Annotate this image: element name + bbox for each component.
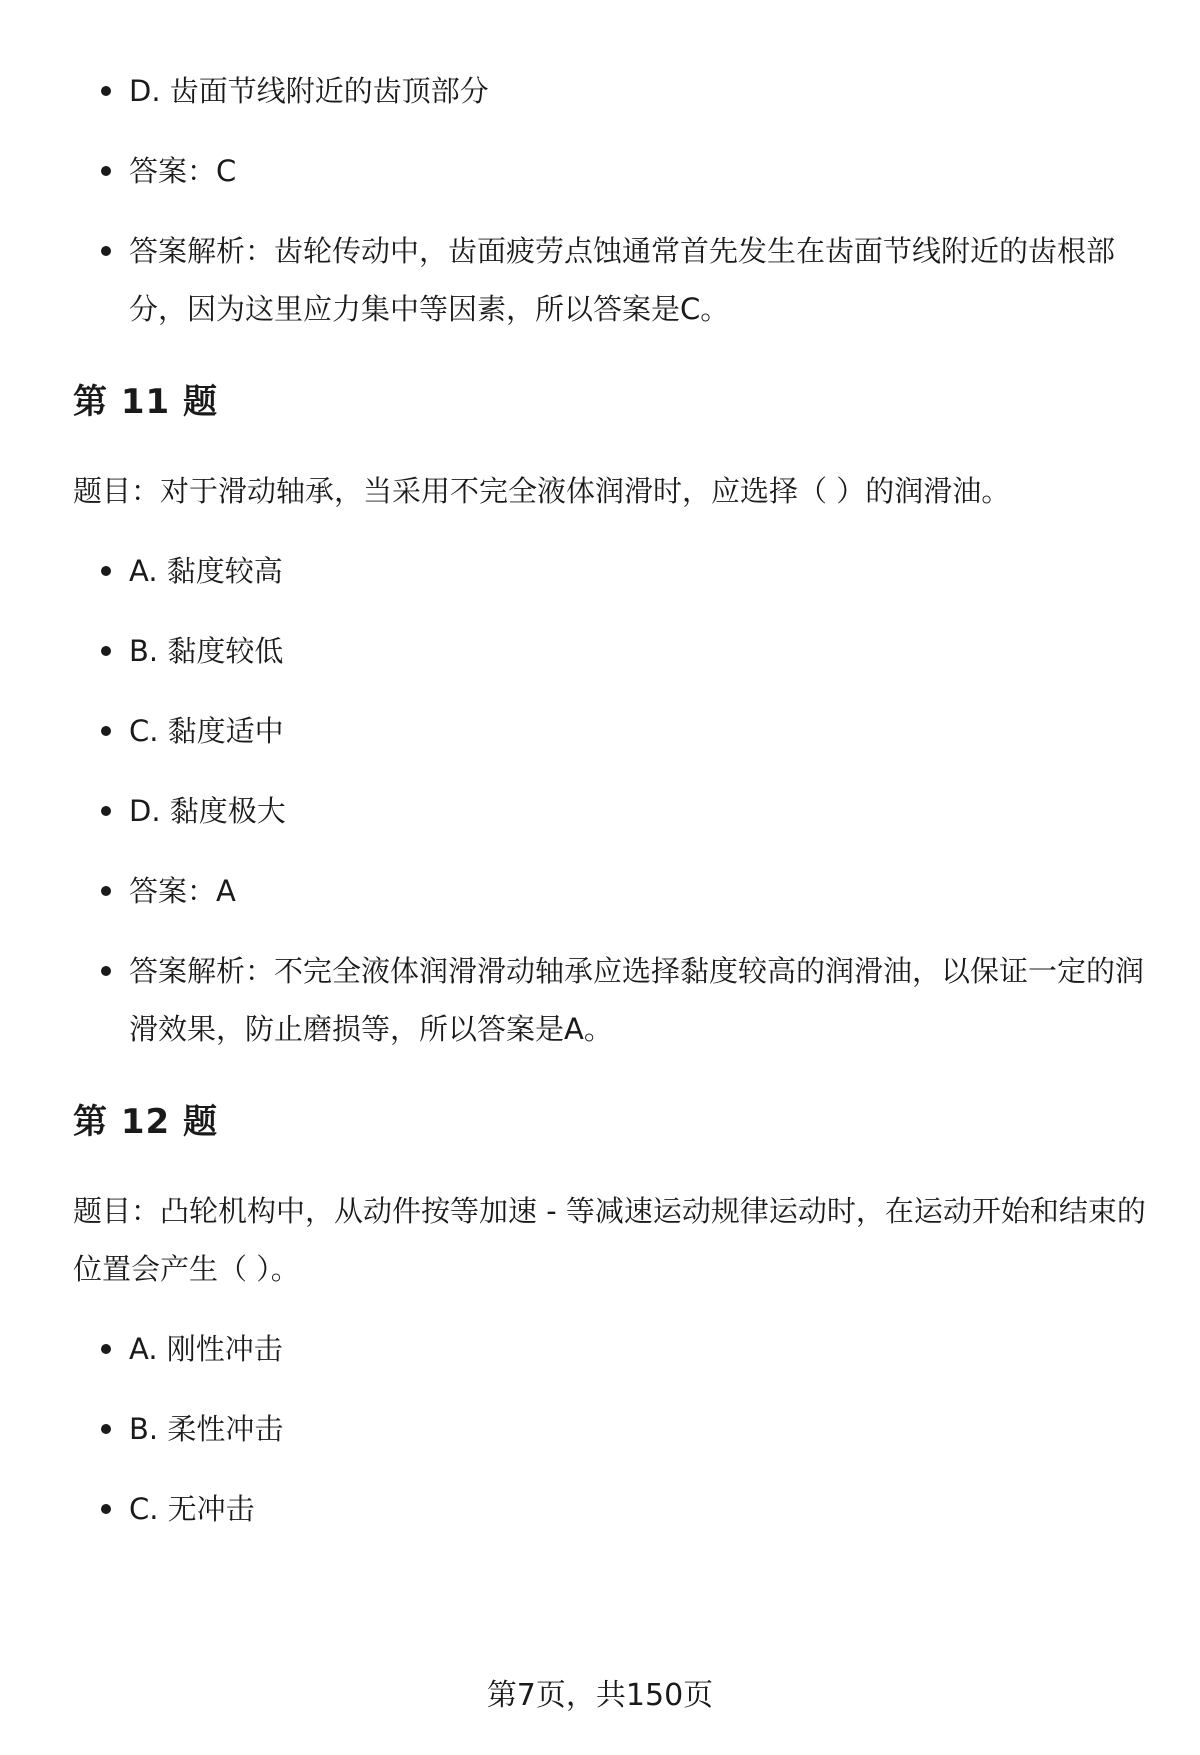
bullet-icon — [101, 966, 111, 976]
option-a: A. 黏度较高 — [73, 542, 1163, 600]
bullet-icon — [101, 1344, 111, 1354]
explanation-item: 答案解析：不完全液体润滑滑动轴承应选择黏度较高的润滑油，以保证一定的润滑效果，防止磨损等，所以答案是A。 — [73, 942, 1163, 1058]
option-b: B. 黏度较低 — [73, 622, 1163, 680]
prev-question-list — [73, 62, 1163, 338]
question-11-heading: 第 11 题 — [73, 382, 218, 422]
question-12-heading: 第 12 题 — [73, 1102, 218, 1142]
question-12-options — [73, 1320, 1163, 1538]
bullet-icon — [101, 246, 111, 256]
question-12-stem: 题目：凸轮机构中，从动件按等加速 - 等减速运动规律运动时，在运动开始和结束的位置会产生（ ）。 — [73, 1194, 1146, 1286]
question-11-options — [73, 542, 1163, 1058]
bullet-icon — [101, 726, 111, 736]
page-number-footer: 第7页，共150页 — [486, 1678, 714, 1713]
bullet-icon — [101, 1504, 111, 1514]
question-11-stem: 题目：对于滑动轴承，当采用不完全液体润滑时，应选择（ ）的润滑油。 — [73, 474, 1011, 508]
option-c: C. 无冲击 — [73, 1480, 1163, 1538]
option-b: B. 柔性冲击 — [73, 1400, 1163, 1458]
bullet-icon — [101, 166, 111, 176]
bullet-icon — [101, 566, 111, 576]
document-page — [73, 0, 1163, 1538]
list-item: D. 齿面节线附近的齿顶部分 — [73, 62, 1163, 120]
option-c: C. 黏度适中 — [73, 702, 1163, 760]
option-a: A. 刚性冲击 — [73, 1320, 1163, 1378]
bullet-icon — [101, 86, 111, 96]
answer-item: 答案：A — [73, 862, 1163, 920]
explanation-item: 答案解析：齿轮传动中，齿面疲劳点蚀通常首先发生在齿面节线附近的齿根部分，因为这里应力集中等因素，所以答案是C。 — [73, 222, 1163, 338]
option-d: D. 黏度极大 — [73, 782, 1163, 840]
bullet-icon — [101, 806, 111, 816]
bullet-icon — [101, 886, 111, 896]
answer-item: 答案：C — [73, 142, 1163, 200]
bullet-icon — [101, 646, 111, 656]
bullet-icon — [101, 1424, 111, 1434]
